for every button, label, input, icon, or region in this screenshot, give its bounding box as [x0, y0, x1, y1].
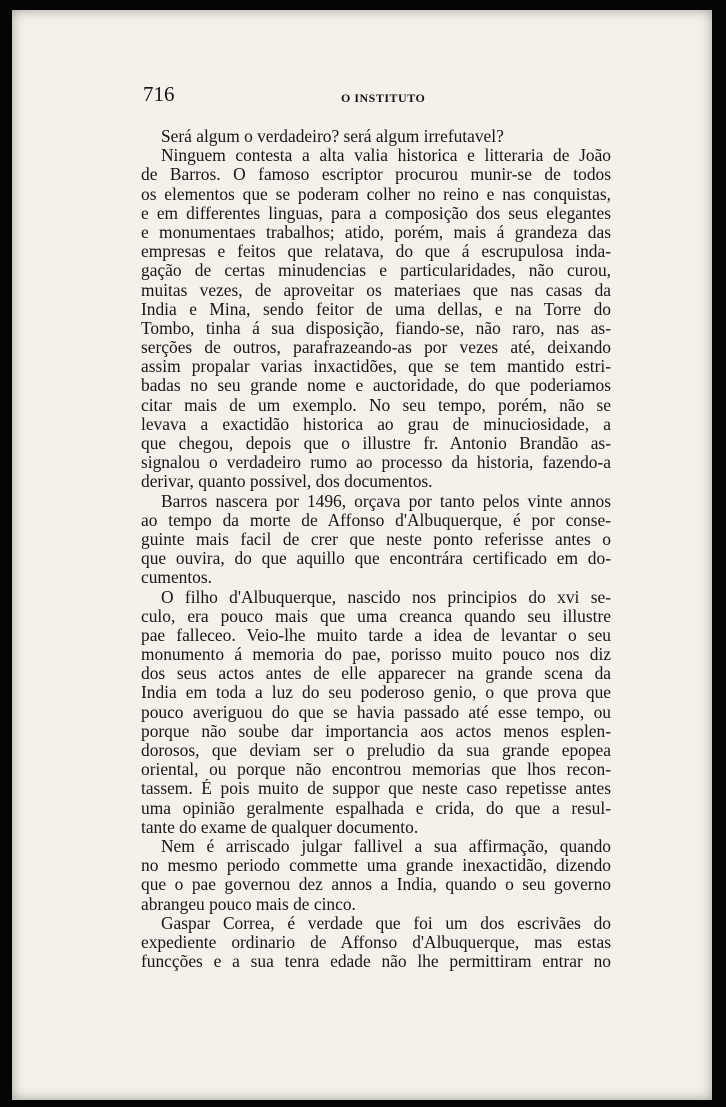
text-line: empresas e feitos que relatava, do que á escrupulosa inda-	[141, 242, 611, 262]
text-line: no mesmo periodo commette uma grande inexactidão, dizendo	[141, 856, 611, 876]
text-line: funcções e a sua tenra edade não lhe permittiram entrar no	[141, 952, 611, 972]
text-line: e monumentaes trabalhos; atido, porém, mais á grandeza das	[141, 222, 611, 242]
running-head: O INSTITUTO	[341, 91, 426, 105]
text-line: citar mais de um exemplo. No seu tempo, porém, não se	[141, 395, 611, 415]
body-text	[141, 127, 611, 971]
text-line: serções de outros, parafrazeando-as por vezes até, deixando	[141, 338, 611, 358]
text-line: gação de certas minudencias e particularidades, não curou,	[141, 261, 611, 281]
text-line: Nem é arriscado julgar fallivel a sua affirmação, quando	[161, 836, 611, 856]
text-line: Tombo, tinha á sua disposição, fiando-se, não raro, nas as-	[141, 318, 611, 338]
text-line: e em differentes linguas, para a composição dos seus elegantes	[141, 203, 611, 223]
text-line: Será algum o verdadeiro? será algum irrefutavel?	[161, 127, 504, 146]
text-line: muitas vezes, de aproveitar os materiaes que nas casas da	[141, 280, 611, 300]
text-line: oriental, ou porque não encontrou memorias que lhos recon-	[141, 760, 611, 780]
text-line: que chegou, depois que o illustre fr. Antonio Brandão as-	[141, 434, 611, 453]
text-line: tassem. É pois muito de suppor que neste caso repetisse antes	[141, 779, 611, 799]
text-line: uma opinião geralmente espalhada e crida, do que a resul-	[141, 798, 611, 818]
text-line: Barros nascera por 1496, orçava por tanto pelos vinte annos	[161, 491, 611, 511]
text-line: tante do exame de qualquer documento.	[141, 817, 419, 837]
page-number: 716	[143, 82, 175, 106]
text-line: de Barros. O famoso escriptor procurou munir-se de todos	[141, 165, 611, 185]
page-header	[143, 82, 563, 112]
text-line: porque não soube dar importancia aos actos menos esplen-	[141, 721, 611, 741]
text-line: Gaspar Correa, é verdade que foi um dos escrivães do	[161, 913, 611, 933]
text-line: levava a exactidão historica ao grau de minuciosidade, a	[141, 414, 611, 434]
text-line: pouco averiguou do que se havia passado até esse tempo, ou	[141, 702, 611, 722]
text-line: O filho d'Albuquerque, nascido nos principios do xvi se-	[161, 587, 611, 607]
text-line: que o pae governou dez annos a India, quando o seu governo	[141, 875, 611, 895]
text-line: monumento á memoria do pae, porisso muito pouco nos diz	[141, 645, 611, 665]
text-line: assim propalar varias inxactidões, que se tem mantido estri-	[141, 357, 611, 377]
text-line: abrangeu pouco mais de cinco.	[141, 894, 356, 914]
text-line: culo, era pouco mais que uma creanca quando seu illustre	[141, 606, 611, 626]
text-line: India em toda a luz do seu poderoso genio, o que prova que	[141, 683, 611, 703]
text-line: signalou o verdadeiro rumo ao processo da historia, fazendo-a	[141, 453, 611, 473]
text-line: expediente ordinario de Affonso d'Albuquerque, mas estas	[141, 932, 611, 952]
text-line: cumentos.	[141, 568, 212, 588]
text-line: que ouvira, do que aquillo que encontrára certificado em do-	[141, 549, 611, 569]
text-line: dorosos, que deviam ser o preludio da sua grande epopea	[141, 741, 611, 760]
text-line: ao tempo da morte de Affonso d'Albuquerque, é por conse-	[141, 510, 611, 530]
text-line: guinte mais facil de crer que neste ponto referisse antes o	[141, 529, 611, 549]
text-line: derivar, quanto possivel, dos documentos.	[141, 472, 433, 492]
text-line: pae falleceo. Veio-lhe muito tarde a idea de levantar o seu	[141, 625, 611, 645]
text-line: India e Mina, sendo feitor de uma dellas, e na Torre do	[141, 299, 611, 319]
text-line: Ninguem contesta a alta valia historica e litteraria de João	[161, 146, 611, 166]
text-line: badas no seu grande nome e auctoridade, do que poderiamos	[141, 376, 611, 396]
text-line: os elementos que se poderam colher no reino e nas conquistas,	[141, 184, 611, 204]
text-line: dos seus actos antes de elle apparecer na grande scena da	[141, 664, 611, 684]
